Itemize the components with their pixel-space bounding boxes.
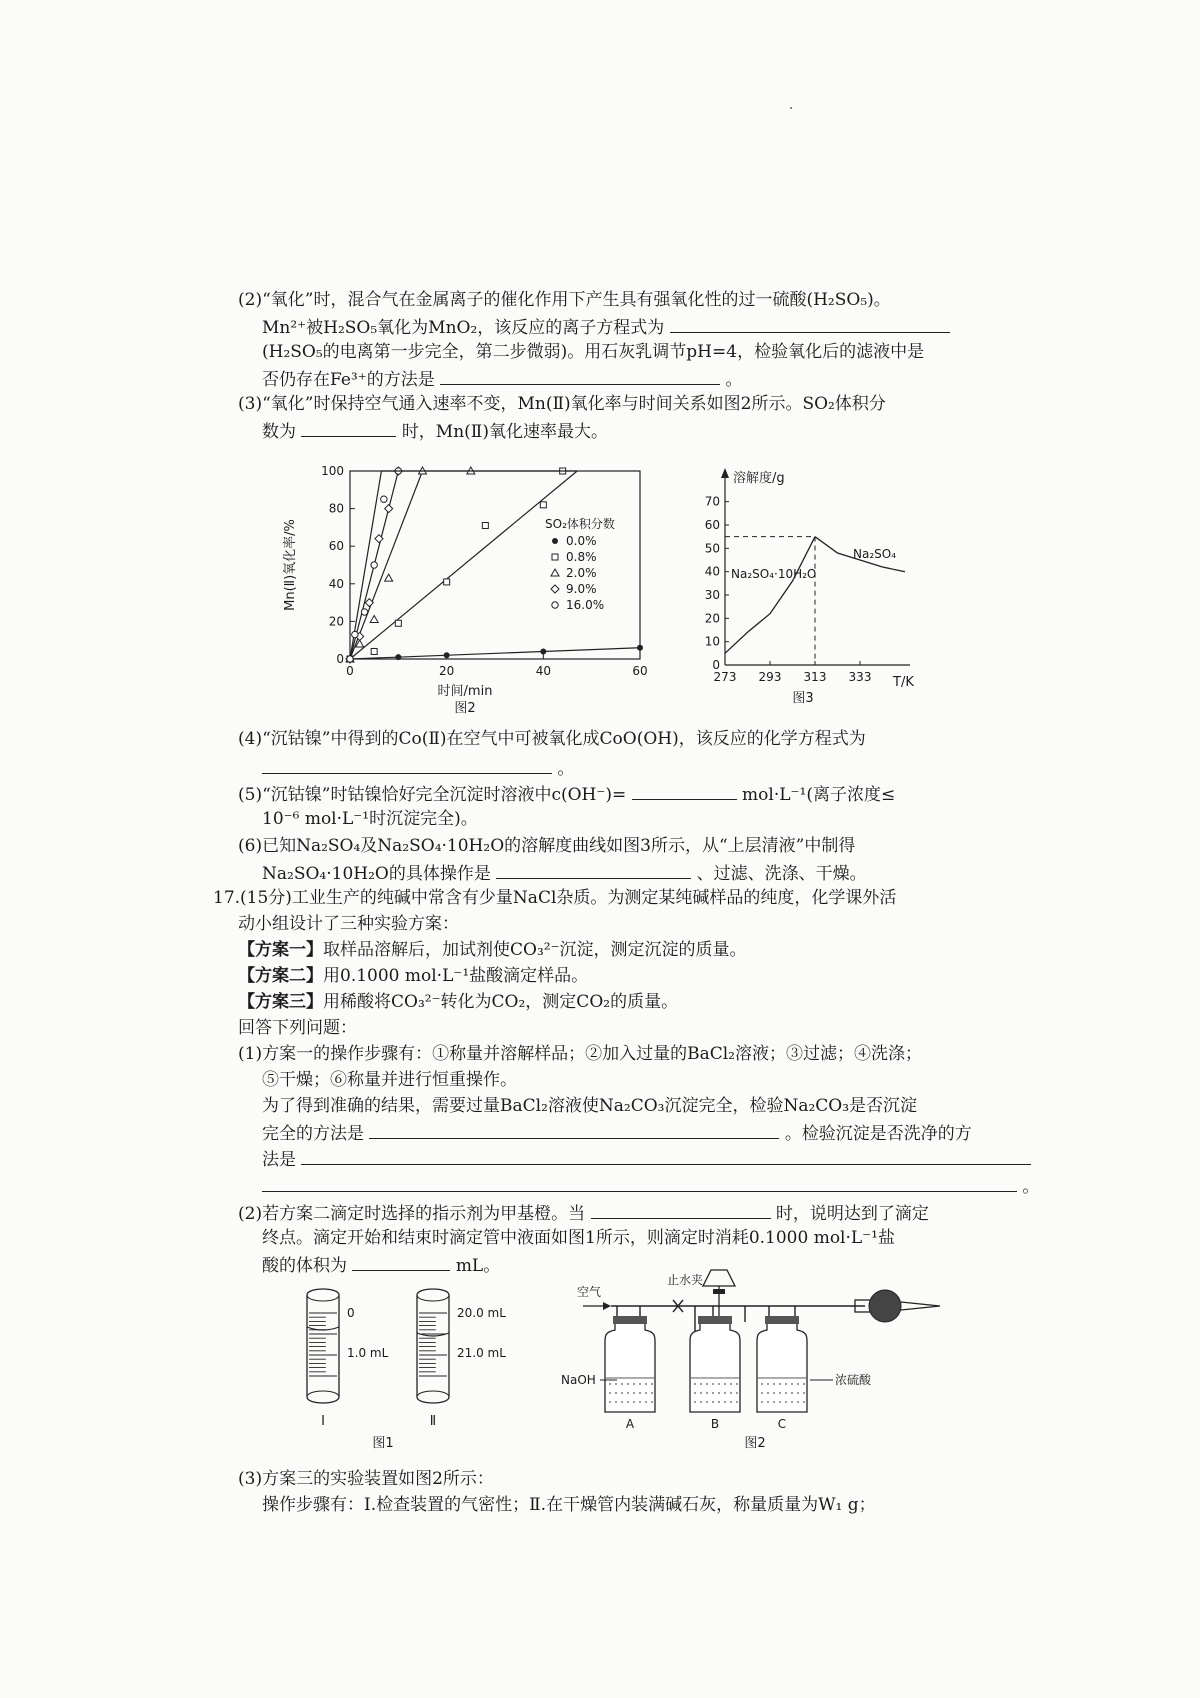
liquid-dot (773, 1392, 775, 1394)
q16-p3-text: 时，Mn(Ⅱ)氧化速率最大。 (401, 422, 608, 442)
q16-p4-line2 (262, 757, 574, 779)
liquid-dot (785, 1392, 787, 1394)
liquid-dot (615, 1383, 617, 1385)
liquid-dot (791, 1392, 793, 1394)
fig3-xlabel: T/K (893, 675, 914, 690)
q16-p5-text: mol·L⁻¹(离子浓度≤ (742, 785, 896, 805)
q17-p2-text: 时，说明达到了滴定 (775, 1204, 929, 1224)
q17-p2-text: (2)若方案二滴定时选择的指示剂为甲基橙。当 (238, 1204, 586, 1224)
q17-p2-line2: 终点。滴定开始和结束时滴定管中液面如图1所示，则滴定时消耗0.1000 mol·L⁻¹盐 (262, 1228, 895, 1248)
burette-2-name: Ⅱ (429, 1414, 437, 1429)
period: 。 (1022, 1177, 1040, 1197)
liquid-dot (639, 1392, 641, 1394)
liquid-dot (803, 1401, 805, 1403)
fig2-data-point (385, 574, 393, 581)
fig2-ytick-label: 40 (328, 576, 344, 591)
period: 。 (557, 759, 575, 779)
fig2-apparatus (555, 1262, 955, 1462)
fig2-data-point (385, 505, 393, 513)
liquid-dot (633, 1401, 635, 1403)
scheme2-text: 用0.1000 mol·L⁻¹盐酸滴定样品。 (323, 966, 589, 986)
q17-p1-line1: (1)方案一的操作步骤有：①称量并溶解样品；②加入过量的BaCl₂溶液；③过滤；④洗涤； (238, 1044, 922, 1064)
answer-blank[interactable] (301, 1148, 1031, 1165)
q17-p1-line6 (262, 1175, 1039, 1197)
liquid-dot (609, 1401, 611, 1403)
fig2-xtick-label: 60 (632, 664, 648, 678)
fig2-ylabel: Mn(Ⅱ)氧化率/% (283, 519, 298, 611)
liquid-dot (779, 1383, 781, 1385)
fig2-data-point (371, 648, 377, 654)
bottle-c-label: C (777, 1417, 787, 1431)
liquid-dot (791, 1401, 793, 1403)
q16-p3-text: 数为 (262, 422, 296, 442)
fig2-legend-label: 0.0% (566, 534, 597, 548)
scheme3-tag: 【方案三】 (238, 992, 323, 1012)
bottle-body (690, 1322, 740, 1412)
fig3-xtick-label: 313 (803, 670, 827, 684)
fig2-xlabel: 时间/min (437, 684, 493, 699)
fig2-data-point (365, 599, 373, 607)
fig2-data-point (540, 648, 546, 654)
liquid-dot (621, 1401, 623, 1403)
liquid-dot (712, 1392, 714, 1394)
bottle-stopper (698, 1316, 732, 1324)
scheme3-text: 用稀酸将CO₃²⁻转化为CO₂，测定CO₂的质量。 (323, 992, 679, 1012)
fig1-caption: 图1 (372, 1436, 394, 1451)
liquid-dot (773, 1401, 775, 1403)
fig3-xtick-label: 273 (713, 670, 737, 684)
fig2-data-point (540, 502, 546, 508)
fig2-legend-label: 9.0% (566, 582, 597, 596)
bottle-a-label: A (625, 1417, 635, 1431)
fig3-ytick-label: 30 (704, 588, 720, 602)
fig2-ytick-label: 20 (328, 614, 344, 629)
liquid-dot (803, 1392, 805, 1394)
liquid-dot (639, 1383, 641, 1385)
liquid-dot (718, 1401, 720, 1403)
scheme2-tag: 【方案二】 (238, 966, 323, 986)
liquid-dot (694, 1383, 696, 1385)
liquid-dot (724, 1383, 726, 1385)
q17-line1: 17.(15分)工业生产的纯碱中常含有少量NaCl杂质。为测定某纯碱样品的纯度，化学课外活 (213, 888, 897, 908)
q17-p1-text: 法是 (262, 1150, 296, 1170)
q17-p1-line4 (262, 1122, 972, 1144)
burette-1-name: Ⅰ (321, 1414, 325, 1429)
fig3-ytick-label: 50 (704, 541, 720, 556)
liquid-dot (645, 1383, 647, 1385)
fig2-legend-marker (551, 569, 559, 576)
q16-p4-line1: (4)“沉钴镍”中得到的Co(Ⅱ)在空气中可被氧化成CoO(OH)，该反应的化学方程式为 (238, 729, 866, 749)
fig2-data-point (482, 523, 488, 529)
liquid-dot (736, 1401, 738, 1403)
liquid-dot (651, 1392, 653, 1394)
fig3-xtick-label: 333 (848, 670, 872, 684)
liquid-dot (700, 1392, 702, 1394)
fig2-plot-frame (350, 471, 640, 659)
liquid-dot (791, 1383, 793, 1385)
liquid-dot (651, 1383, 653, 1385)
fig2-ytick-label: 100 (321, 464, 344, 478)
air-label: 空气 (577, 1285, 602, 1299)
fig2-data-point (352, 631, 358, 637)
q16-p3-line2 (262, 420, 608, 442)
q16-p3-line1: (3)“氧化”时保持空气通入速率不变，Mn(Ⅱ)氧化率与时间关系如图2所示。SO₂体积分 (238, 394, 886, 414)
fig2-ytick-label: 80 (328, 501, 344, 516)
liquid-dot (736, 1392, 738, 1394)
scan-speck (790, 107, 792, 109)
liquid-dot (615, 1392, 617, 1394)
burette-1-top-label: 0 (347, 1306, 355, 1320)
q16-p2-text: Mn²⁺被H₂SO₅氧化为MnO₂，该反应的离子方程式为 (262, 318, 665, 338)
q17-ask: 回答下列问题： (238, 1018, 357, 1038)
answer-blank[interactable] (369, 1122, 779, 1139)
bottle-body (757, 1322, 807, 1412)
fig3-ytick-label: 0 (712, 658, 720, 672)
liquid-dot (761, 1401, 763, 1403)
liquid-dot (615, 1401, 617, 1403)
liquid-dot (767, 1392, 769, 1394)
gas-washing-bottle-a (605, 1316, 655, 1412)
q16-p2-line3: (H₂SO₅的电离第一步完全，第二步微弱)。用石灰乳调节pH=4，检验氧化后的滤液中是 (262, 342, 925, 362)
answer-blank[interactable] (262, 1175, 1017, 1192)
answer-blank[interactable] (670, 316, 950, 333)
liquid-dot (718, 1392, 720, 1394)
q17-p1-text: 。检验沉淀是否洗净的方 (784, 1124, 972, 1144)
bottle-b-label: B (710, 1417, 720, 1431)
liquid-dot (785, 1383, 787, 1385)
fig3-label-anhydrous: Na₂SO₄ (853, 547, 897, 561)
liquid-dot (627, 1401, 629, 1403)
liquid-dot (736, 1383, 738, 1385)
liquid-dot (712, 1401, 714, 1403)
fig3-xtick-label: 293 (758, 670, 782, 684)
liquid-dot (706, 1392, 708, 1394)
liquid-dot (627, 1383, 629, 1385)
fig2-chart (270, 455, 670, 715)
q16-p2-text: 否仍存在Fe³⁺的方法是 (262, 370, 435, 390)
fig2-legend-marker (551, 585, 559, 593)
q17-p2-text: mL。 (455, 1256, 501, 1276)
fig2-legend-marker (552, 602, 558, 608)
fig2-data-point (371, 562, 377, 568)
liquid-dot (761, 1392, 763, 1394)
q16-p2-line1: (2)“氧化”时，混合气在金属离子的催化作用下产生具有强氧化性的过一硫酸(H₂SO₅)。 (238, 290, 891, 310)
liquid-dot (718, 1383, 720, 1385)
fig3-ytick-label: 40 (704, 564, 720, 579)
fig3-y-arrow (721, 468, 729, 478)
fig3-ylabel: 溶解度/g (733, 471, 785, 486)
liquid-dot (700, 1383, 702, 1385)
liquid-dot (621, 1392, 623, 1394)
liquid-dot (609, 1392, 611, 1394)
liquid-dot (779, 1401, 781, 1403)
q17-p3-line2: 操作步骤有：Ⅰ.检查装置的气密性；Ⅱ.在干燥管内装满碱石灰，称量质量为W₁ g； (262, 1495, 876, 1515)
liquid-dot (797, 1383, 799, 1385)
liquid-dot (694, 1392, 696, 1394)
fig2-data-point (395, 620, 401, 626)
fig2-legend-marker (552, 554, 558, 560)
liquid-dot (609, 1383, 611, 1385)
bottle-stopper (613, 1316, 647, 1324)
answer-blank[interactable] (591, 1202, 771, 1219)
liquid-dot (785, 1401, 787, 1403)
fig2-legend-title: SO₂体积分数 (545, 517, 615, 531)
answer-blank[interactable] (632, 783, 737, 800)
arrow-head (603, 1302, 611, 1310)
fig2-legend-label: 0.8% (566, 550, 597, 564)
burette-2-top-label: 20.0 mL (457, 1306, 506, 1320)
fig2-xtick-label: 20 (439, 664, 455, 678)
q17-scheme1 (238, 940, 747, 960)
fig2-ytick-label: 60 (328, 539, 344, 554)
q17-p1-line3: 为了得到准确的结果，需要过量BaCl₂溶液使Na₂CO₃沉淀完全，检验Na₂CO₃是否沉淀 (262, 1096, 918, 1116)
liquid-dot (712, 1383, 714, 1385)
q17-p1-line5 (262, 1148, 1031, 1170)
liquid-dot (767, 1401, 769, 1403)
fig3-caption: 图3 (792, 691, 814, 705)
fig3-chart (675, 460, 935, 705)
liquid-dot (724, 1392, 726, 1394)
fig2-data-point (381, 496, 387, 502)
liquid-dot (645, 1401, 647, 1403)
bottle-stopper (765, 1316, 799, 1324)
clamp-label: 止水夹 (667, 1273, 704, 1287)
separatory-funnel (703, 1270, 735, 1322)
liquid-dot (651, 1401, 653, 1403)
q17-p1-text: 完全的方法是 (262, 1124, 364, 1144)
fig1-burettes (295, 1285, 545, 1455)
fig2-data-point (395, 654, 401, 660)
liquid-dot (797, 1392, 799, 1394)
q17-line2: 动小组设计了三种实验方案： (238, 914, 459, 934)
fig3-ytick-label: 70 (704, 494, 720, 509)
gas-washing-bottle-b (690, 1316, 740, 1412)
burette-2-mid-label: 21.0 mL (457, 1346, 506, 1360)
bottle-body (605, 1322, 655, 1412)
fig2-legend-marker (552, 538, 558, 544)
liquid-dot (803, 1383, 805, 1385)
answer-blank[interactable] (496, 862, 691, 879)
fig2-caption: 图2 (454, 701, 476, 715)
liquid-dot (724, 1401, 726, 1403)
q17-p2-text: 酸的体积为 (262, 1256, 347, 1276)
answer-blank[interactable] (352, 1254, 450, 1271)
q16-p5-line2: 10⁻⁶ mol·L⁻¹时沉淀完全)。 (262, 809, 478, 829)
q17-scheme3 (238, 992, 678, 1012)
liquid-dot (730, 1383, 732, 1385)
q16-p6-line2 (262, 862, 867, 884)
fig2-legend-label: 2.0% (566, 566, 597, 580)
q17-scheme2 (238, 966, 588, 986)
liquid-dot (730, 1392, 732, 1394)
fig3-curve (725, 537, 815, 654)
scheme1-tag: 【方案一】 (238, 940, 323, 960)
fig2-data-point (370, 616, 378, 623)
fig2-xtick-label: 40 (535, 664, 551, 678)
burette-1-mid-label: 1.0 mL (347, 1346, 389, 1360)
gas-washing-bottle-c (757, 1316, 807, 1412)
acid-label: 浓硫酸 (835, 1373, 872, 1387)
fig3-ytick-label: 10 (704, 634, 720, 649)
fig2-xtick-label: 0 (346, 664, 354, 678)
fig2-series-line (350, 648, 640, 659)
burette-1 (307, 1289, 339, 1403)
answer-blank[interactable] (440, 368, 720, 385)
q16-p6-line1: (6)已知Na₂SO₄及Na₂SO₄·10H₂O的溶解度曲线如图3所示，从“上层清液”中制得 (238, 836, 856, 856)
q16-p5-line1 (238, 783, 895, 805)
fig3-label-decahydrate: Na₂SO₄·10H₂O (731, 567, 817, 581)
liquid-dot (639, 1401, 641, 1403)
liquid-dot (633, 1383, 635, 1385)
fig2-ytick-label: 0 (336, 652, 344, 666)
fig2-data-point (637, 645, 643, 651)
drying-tube (855, 1290, 940, 1322)
answer-blank[interactable] (262, 757, 552, 774)
liquid-dot (730, 1401, 732, 1403)
fig3-ytick-label: 20 (704, 611, 720, 626)
q16-p5-text: (5)“沉钴镍”时钴镍恰好完全沉淀时溶液中c(OH⁻)= (238, 785, 627, 805)
q16-p2-line2 (262, 316, 950, 338)
fig2-data-point (444, 652, 450, 658)
answer-blank[interactable] (301, 420, 396, 437)
fig2-legend-label: 16.0% (566, 598, 605, 612)
q17-p2-line3 (262, 1254, 500, 1276)
scheme1-text: 取样品溶解后，加试剂使CO₃²⁻沉淀，测定沉淀的质量。 (323, 940, 747, 960)
liquid-dot (694, 1401, 696, 1403)
q17-p1-line2: ⑤干燥；⑥称量并进行恒重操作。 (262, 1070, 517, 1090)
fig2-data-point (444, 579, 450, 585)
liquid-dot (767, 1383, 769, 1385)
q16-p6-text: 、过滤、洗涤、干燥。 (696, 864, 867, 884)
liquid-dot (773, 1383, 775, 1385)
naoh-label: NaOH (561, 1373, 596, 1387)
q16-p2-line4 (262, 368, 743, 390)
liquid-dot (627, 1392, 629, 1394)
liquid-dot (621, 1383, 623, 1385)
period: 。 (725, 370, 743, 390)
liquid-dot (645, 1392, 647, 1394)
liquid-dot (706, 1383, 708, 1385)
liquid-dot (779, 1392, 781, 1394)
liquid-dot (700, 1401, 702, 1403)
fig3-ytick-label: 60 (704, 518, 720, 532)
liquid-dot (706, 1401, 708, 1403)
q17-p3-line1: (3)方案三的实验装置如图2所示： (238, 1469, 494, 1489)
liquid-dot (761, 1383, 763, 1385)
fig2-data-point (347, 656, 353, 662)
fig2-data-point (361, 609, 367, 615)
liquid-dot (633, 1392, 635, 1394)
liquid-dot (797, 1401, 799, 1403)
q17-p2-line1 (238, 1202, 929, 1224)
q16-p6-text: Na₂SO₄·10H₂O的具体操作是 (262, 864, 491, 884)
burette-2 (417, 1289, 449, 1403)
apparatus-caption: 图2 (744, 1436, 766, 1451)
